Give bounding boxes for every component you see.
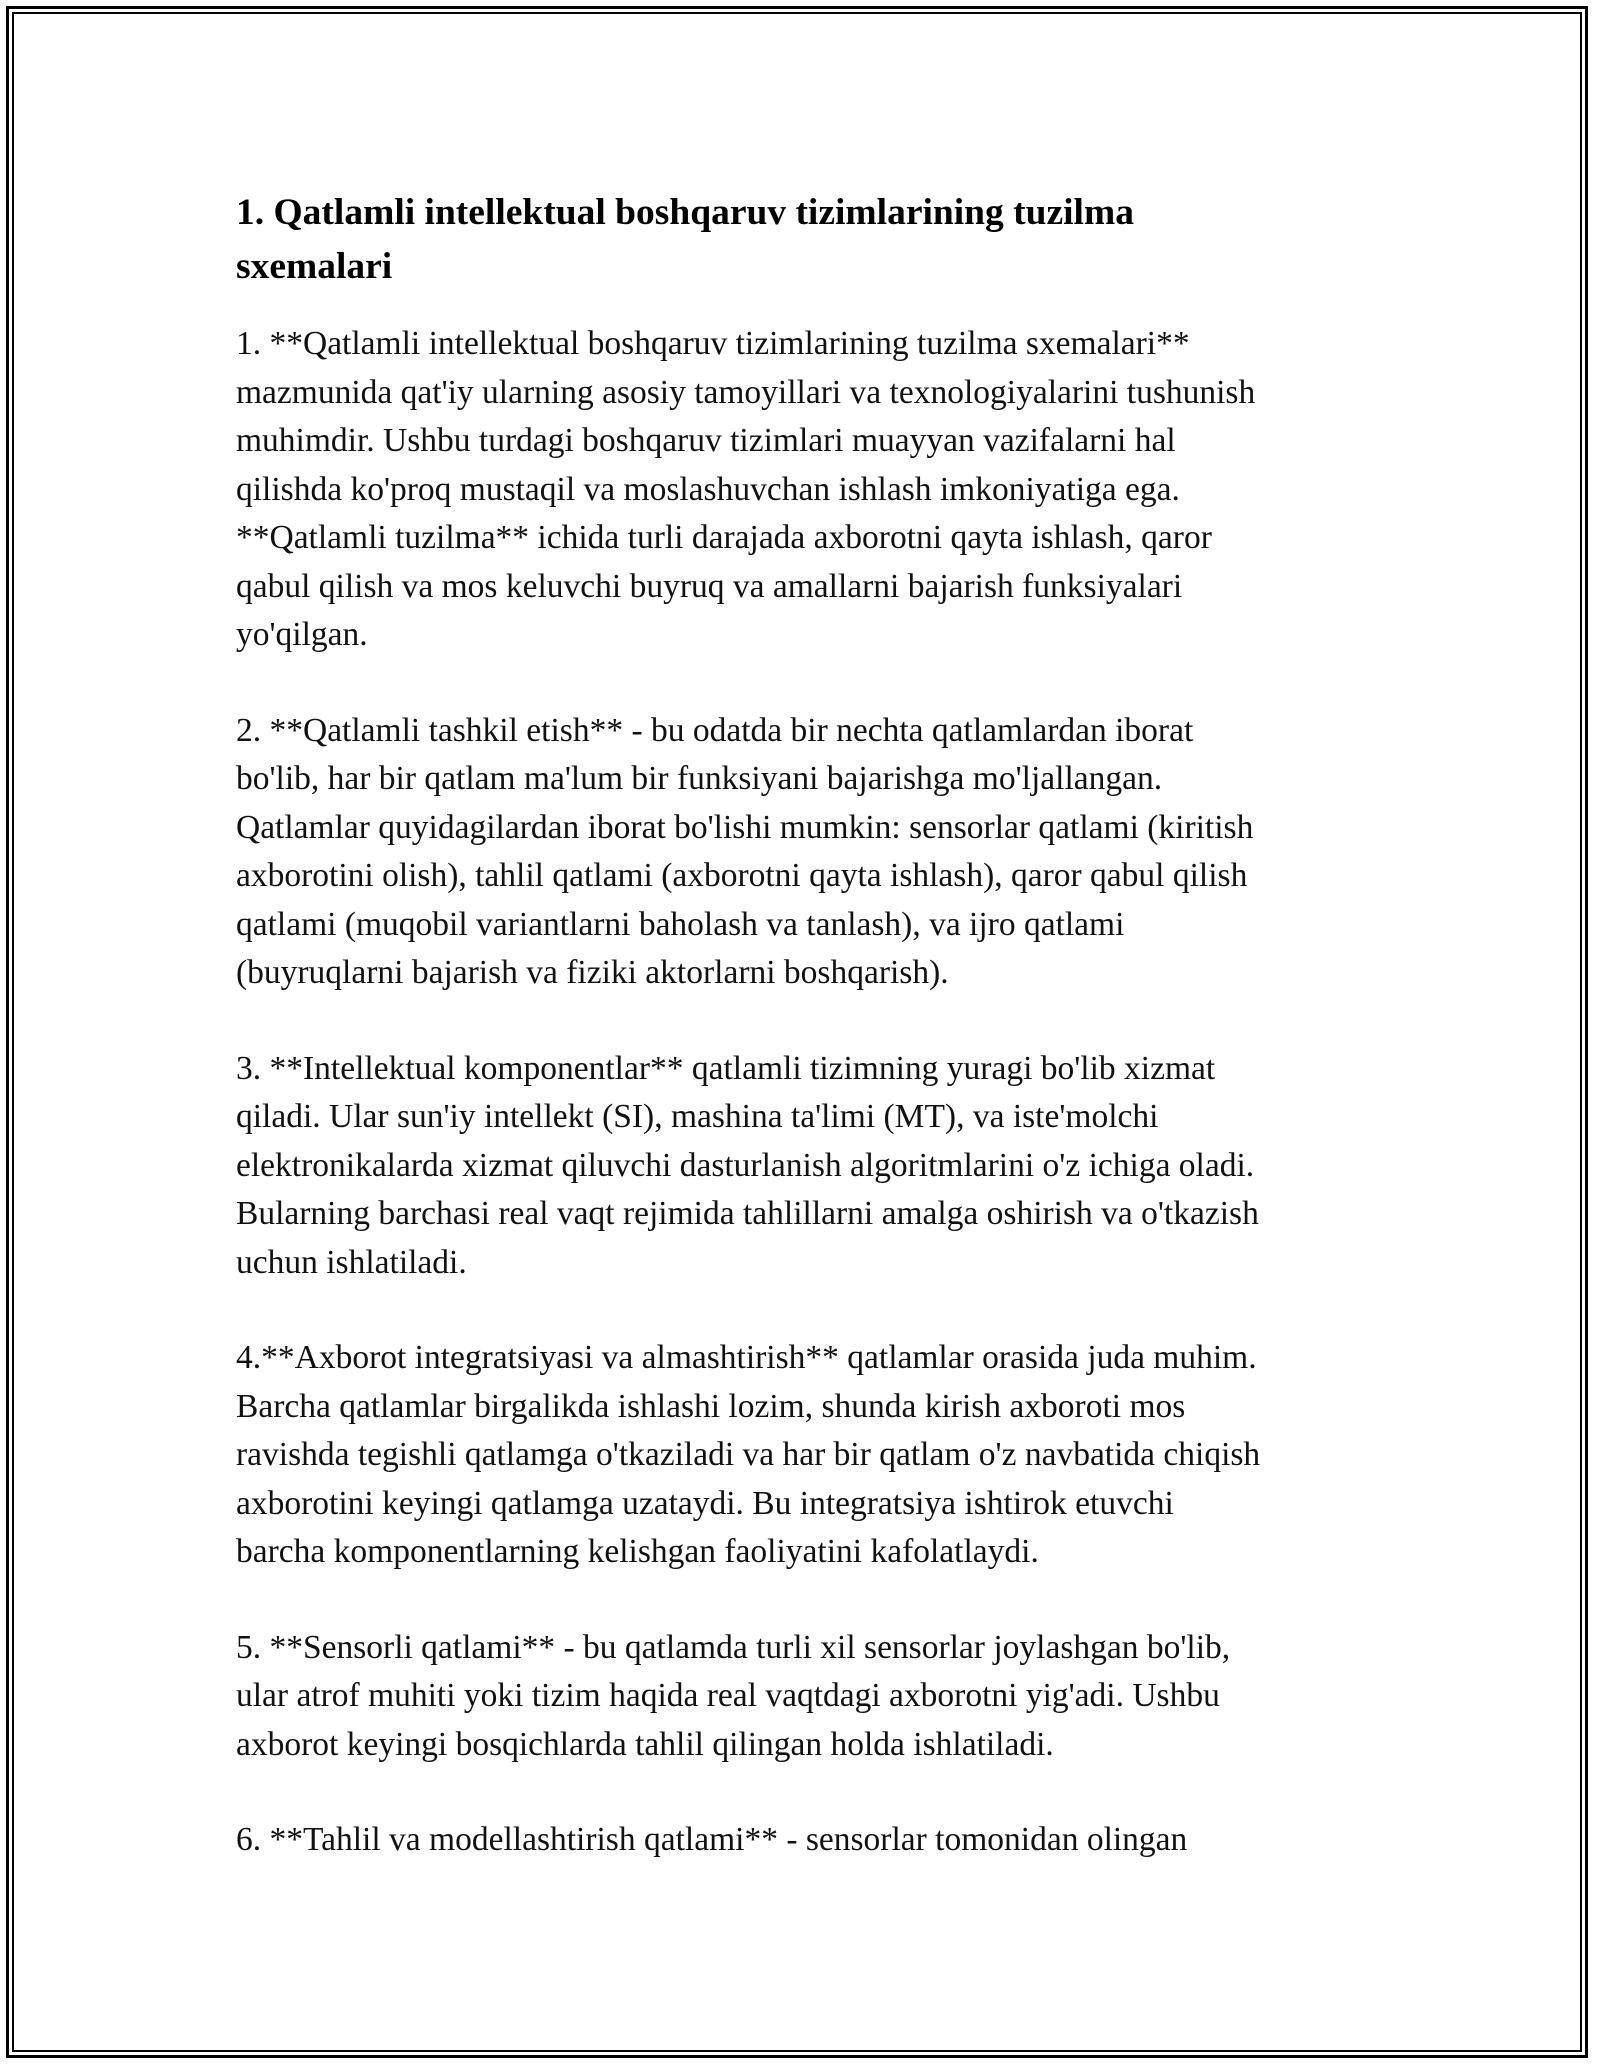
text-line: bo'lib, har bir qatlam ma'lum bir funksiyani bajarishga mo'ljallangan. xyxy=(236,760,1163,797)
text-line: barcha komponentlarning kelishgan faoliyatini kafolatlaydi. xyxy=(236,1533,1039,1570)
paragraph-2 xyxy=(236,707,1366,998)
paragraph-4 xyxy=(236,1334,1366,1577)
text-line: axborot keyingi bosqichlarda tahlil qilingan holda ishlatiladi. xyxy=(236,1725,1054,1763)
text-line: axborotini olish), tahlil qatlami (axborotni qayta ishlash), qaror qabul qilish xyxy=(236,857,1248,894)
text-line: 1. **Qatlamli intellektual boshqaruv tizimlarining tuzilma sxemalari** xyxy=(236,325,1190,362)
text-line: ular atrof muhiti yoki tizim haqida real vaqtdagi axborotni yig'adi. Ushbu xyxy=(236,1677,1220,1714)
text-line: 2. **Qatlamli tashkil etish** - bu odatda bir nechta qatlamlardan iborat xyxy=(236,711,1194,749)
text-line: 3. **Intellektual komponentlar** qatlamli tizimning yuragi bo'lib xizmat xyxy=(236,1049,1216,1087)
text-line: Bularning barchasi real vaqt rejimida tahlillarni amalga oshirish va o'tkazish xyxy=(236,1195,1259,1232)
text-line: 5. **Sensorli qatlami** - bu qatlamda turli xil sensorlar joylashgan bo'lib, xyxy=(236,1628,1231,1666)
text-line: axborotini keyingi qatlamga uzataydi. Bu integratsiya ishtirok etuvchi xyxy=(236,1484,1174,1522)
text-line: **Qatlamli tuzilma** ichida turli darajada axborotni qayta ishlash, qaror xyxy=(236,519,1212,556)
paragraph-1 xyxy=(236,320,1366,660)
text-line: qatlami (muqobil variantlarni baholash va tanlash), va ijro qatlami xyxy=(236,905,1125,943)
text-line: mazmunida qat'iy ularning asosiy tamoyillari va texnologiyalarini tushunish xyxy=(236,373,1256,411)
text-line: 6. **Tahlil va modellashtirish qatlami** - sensorlar tomonidan olingan xyxy=(236,1821,1188,1858)
document-title xyxy=(236,186,1366,294)
text-line: elektronikalarda xizmat qiluvchi dasturlanish algoritmlarini o'z ichiga oladi. xyxy=(236,1146,1255,1184)
text-line: qilishda ko'proq mustaqil va moslashuvchan ishlash imkoniyatiga ega. xyxy=(236,470,1180,508)
title-line: sxemalari xyxy=(236,246,393,287)
text-line: uchun ishlatiladi. xyxy=(236,1243,467,1281)
title-line: 1. Qatlamli intellektual boshqaruv tizimlarining tuzilma xyxy=(236,192,1134,233)
text-line: Barcha qatlamlar birgalikda ishlashi lozim, shunda kirish axboroti mos xyxy=(236,1387,1186,1425)
text-line: muhimdir. Ushbu turdagi boshqaruv tizimlari muayyan vazifalarni hal xyxy=(236,422,1176,459)
text-line: (buyruqlarni bajarish va fiziki aktorlarni boshqarish). xyxy=(236,954,949,991)
text-line: 4.**Axborot integratsiyasi va almashtirish** qatlamlar orasida juda muhim. xyxy=(236,1339,1257,1376)
paragraph-3 xyxy=(236,1045,1366,1288)
text-line: ravishda tegishli qatlamga o'tkaziladi va har bir qatlam o'z navbatida chiqish xyxy=(236,1436,1261,1473)
paragraph-6 xyxy=(236,1816,1366,1865)
text-line: Qatlamlar quyidagilardan iborat bo'lishi mumkin: sensorlar qatlami (kiritish xyxy=(236,808,1254,846)
paragraph-5 xyxy=(236,1624,1366,1770)
text-line: yo'qilgan. xyxy=(236,616,368,653)
text-line: qabul qilish va mos keluvchi buyruq va amallarni bajarish funksiyalari xyxy=(236,567,1183,605)
document-body xyxy=(236,186,1366,1912)
text-line: qiladi. Ular sun'iy intellekt (SI), mashina ta'limi (MT), va iste'molchi xyxy=(236,1098,1159,1135)
